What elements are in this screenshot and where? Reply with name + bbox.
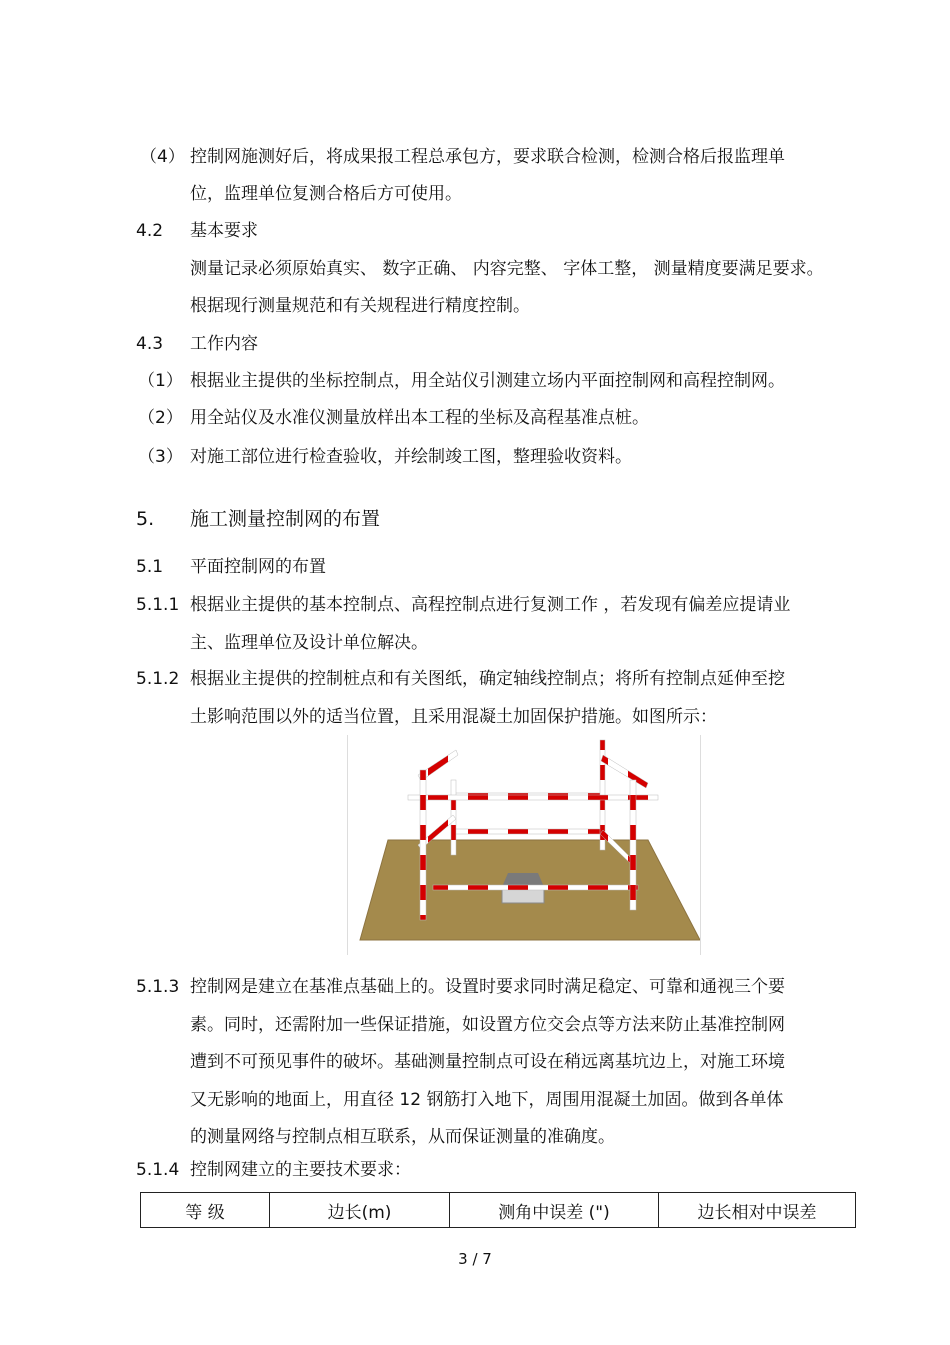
paragraph-line: 用全站仪及水准仪测量放样出本工程的坐标及高程基准点桩。 [190, 408, 649, 428]
paragraph-line: 测量记录必须原始真实、 数字正确、 内容完整、 字体工整， 测量精度要满足要求。 [190, 259, 824, 279]
paragraph-line: 根据业主提供的控制桩点和有关图纸，确定轴线控制点；将所有控制点延伸至挖 [190, 669, 785, 689]
paragraph-line: 根据业主提供的基本控制点、高程控制点进行复测工作 ，若发现有偏差应提请业 [190, 595, 791, 615]
table-header-cell: 边长相对中误差 [659, 1193, 856, 1228]
clause-num: 5.1.3 [136, 977, 180, 997]
clause-num: 5.1.4 [136, 1160, 180, 1180]
table-header-cell: 边长(m) [270, 1193, 450, 1228]
technical-requirements-table [140, 1192, 856, 1228]
page-number: 3 / 7 [458, 1250, 492, 1268]
paragraph-line: 主、监理单位及设计单位解决。 [190, 633, 428, 653]
paragraph-line: 位，监理单位复测合格后方可使用。 [190, 184, 462, 204]
section-num: 4.2 [136, 221, 164, 241]
item-num: （3） [138, 447, 183, 467]
paragraph-line: 控制网是建立在基准点基础上的。设置时要求同时满足稳定、可靠和通视三个要 [190, 977, 785, 997]
section-title: 基本要求 [190, 221, 258, 241]
item-num: （4） [140, 147, 185, 167]
table-header-cell: 测角中误差 (") [450, 1193, 659, 1228]
section-title: 工作内容 [190, 334, 258, 354]
section-num: 5.1 [136, 557, 164, 577]
paragraph-line: 对施工部位进行检查验收，并绘制竣工图，整理验收资料。 [190, 447, 632, 467]
clause-num: 5.1.2 [136, 669, 180, 689]
table-header-row [141, 1193, 856, 1228]
paragraph-line: 的测量网络与控制点相互联系，从而保证测量的准确度。 [190, 1127, 615, 1147]
item-num: （1） [138, 371, 183, 391]
section-title: 平面控制网的布置 [190, 557, 326, 577]
item-num: （2） [138, 408, 183, 428]
paragraph-line: 控制网施测好后，将成果报工程总承包方，要求联合检测，检测合格后报监理单 [190, 147, 785, 167]
paragraph-line: 根据业主提供的坐标控制点，用全站仪引测建立场内平面控制网和高程控制网。 [190, 371, 785, 391]
section-num: 4.3 [136, 334, 164, 354]
table-header-cell: 等 级 [141, 1193, 270, 1228]
fence-illustration [348, 735, 700, 955]
paragraph-line: 土影响范围以外的适当位置，且采用混凝土加固保护措施。如图所示： [190, 707, 717, 727]
paragraph-line: 遭到不可预见事件的破坏。基础测量控制点可设在稍远离基坑边上，对施工环境 [190, 1052, 785, 1072]
paragraph-line: 控制网建立的主要技术要求： [190, 1160, 411, 1180]
paragraph-line: 又无影响的地面上，用直径 12 钢筋打入地下，周围用混凝土加固。做到各单体 [190, 1090, 784, 1110]
chapter-num: 5. [136, 508, 155, 530]
paragraph-line: 素。同时，还需附加一些保证措施，如设置方位交会点等方法来防止基准控制网 [190, 1015, 785, 1035]
clause-num: 5.1.1 [136, 595, 180, 615]
control-point-protection-figure [347, 735, 701, 955]
chapter-title: 施工测量控制网的布置 [190, 508, 381, 530]
paragraph-line: 根据现行测量规范和有关规程进行精度控制。 [190, 296, 530, 316]
